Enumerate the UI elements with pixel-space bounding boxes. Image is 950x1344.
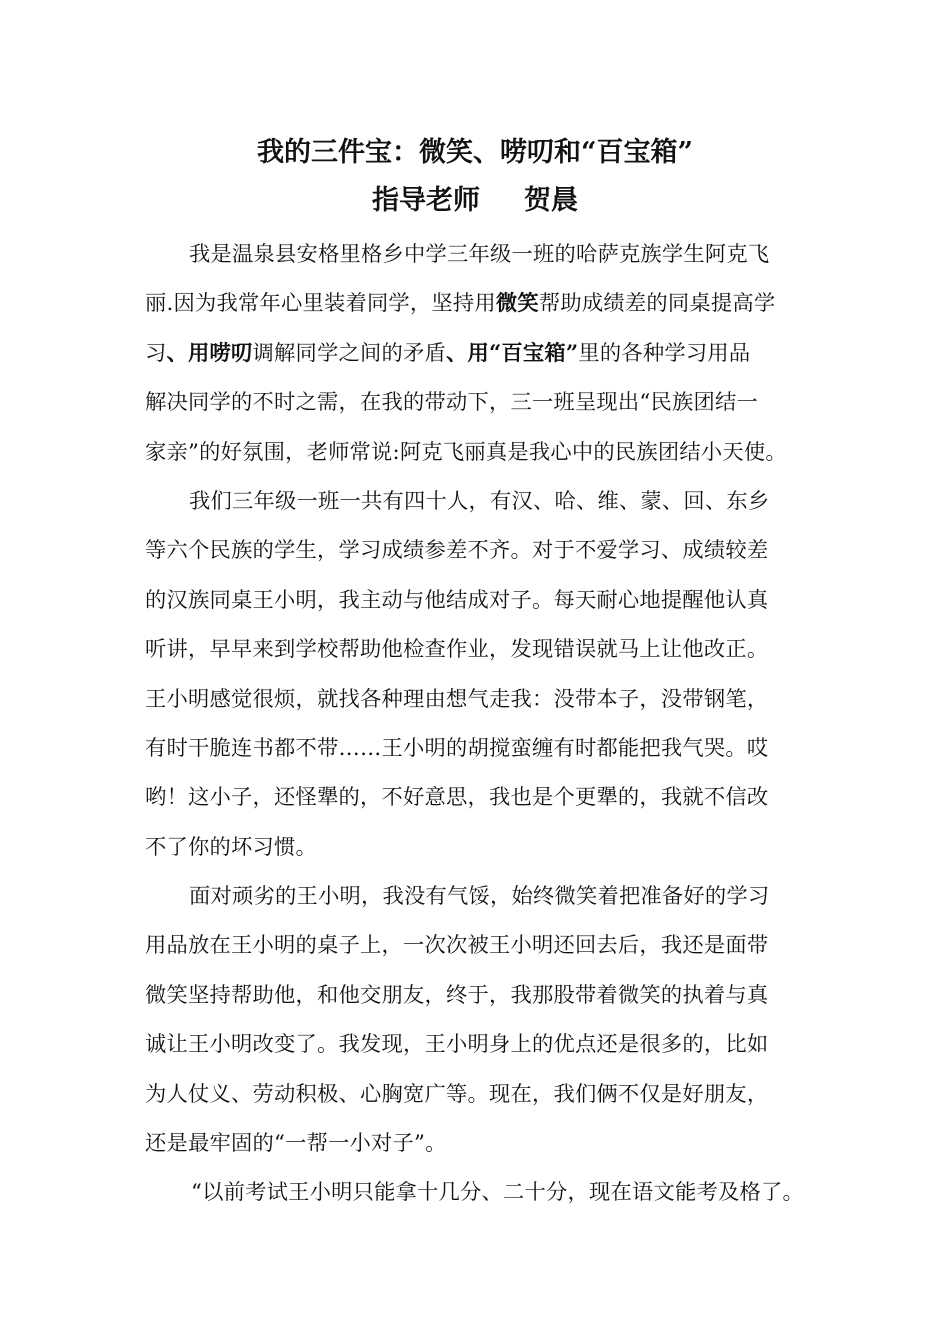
body-line: 诚让王小明改变了。我发现，王小明身上的优点还是很多的，比如 <box>145 1032 769 1058</box>
text-segment: 丽.因为我常年心里装着同学，坚持用 <box>145 291 496 317</box>
instructor-name: 贺晨 <box>524 185 578 216</box>
body-line: 微笑坚持帮助他，和他交朋友，终于，我那股带着微笑的执着与真 <box>145 982 769 1008</box>
text-segment: 调解同学之间的矛盾 <box>252 340 446 366</box>
body-line: 听讲，早早来到学校帮助他检查作业，发现错误就马上让他改正。 <box>145 637 769 663</box>
body-line <box>145 279 825 328</box>
body-line: 哟！这小子，还怪犟的，不好意思，我也是个更犟的，我就不信改 <box>145 785 769 811</box>
body-line: 等六个民族的学生，学习成绩参差不齐。对于不爱学习、成绩较差 <box>145 538 769 564</box>
document-title: 我的三件宝：微笑、唠叨和“百宝箱” <box>256 137 694 168</box>
body-line: “以前考试王小明只能拿十几分、二十分，现在语文能考及格了。 <box>191 1180 805 1206</box>
body-line: 还是最牢固的“一帮一小对子”。 <box>145 1131 447 1157</box>
body-line <box>145 329 825 378</box>
body-line: 的汉族同桌王小明，我主动与他结成对子。每天耐心地提醒他认真 <box>145 587 769 613</box>
body-line: 面对顽劣的王小明，我没有气馁，始终微笑着把准备好的学习 <box>189 884 770 910</box>
bold-phrase: 、用“百宝箱” <box>445 340 579 366</box>
instructor-line <box>0 184 950 218</box>
body-line: 王小明感觉很烦，就找各种理由想气走我：没带本子，没带钢笔， <box>145 686 769 712</box>
body-line: 有时干脆连书都不带……王小明的胡搅蛮缠有时都能把我气哭。哎 <box>145 735 769 761</box>
body-line: 家亲”的好氛围，老师常说:阿克飞丽真是我心中的民族团结小天使。 <box>145 439 787 465</box>
text-segment: 帮助成绩差的同桌提高学 <box>538 291 776 317</box>
text-segment: 里的各种学习用品 <box>578 340 751 366</box>
body-line: 解决同学的不时之需，在我的带动下，三一班呈现出“民族团结一 <box>145 390 759 416</box>
text-segment: 习 <box>145 340 167 366</box>
body-text <box>145 230 825 1218</box>
body-line: 用品放在王小明的桌子上，一次次被王小明还回去后，我还是面带 <box>145 933 769 959</box>
instructor-label: 指导老师 <box>372 185 480 216</box>
body-line: 不了你的坏习惯。 <box>145 834 317 860</box>
body-line: 我们三年级一班一共有四十人，有汉、哈、维、蒙、回、东乡 <box>189 488 770 514</box>
bold-phrase: 微笑 <box>495 291 539 317</box>
bold-phrase: 、用唠叨 <box>166 340 253 366</box>
body-line: 我是温泉县安格里格乡中学三年级一班的哈萨克族学生阿克飞 <box>189 242 770 267</box>
body-line: 为人仗义、劳动积极、心胸宽广等。现在，我们俩不仅是好朋友， <box>145 1081 769 1107</box>
